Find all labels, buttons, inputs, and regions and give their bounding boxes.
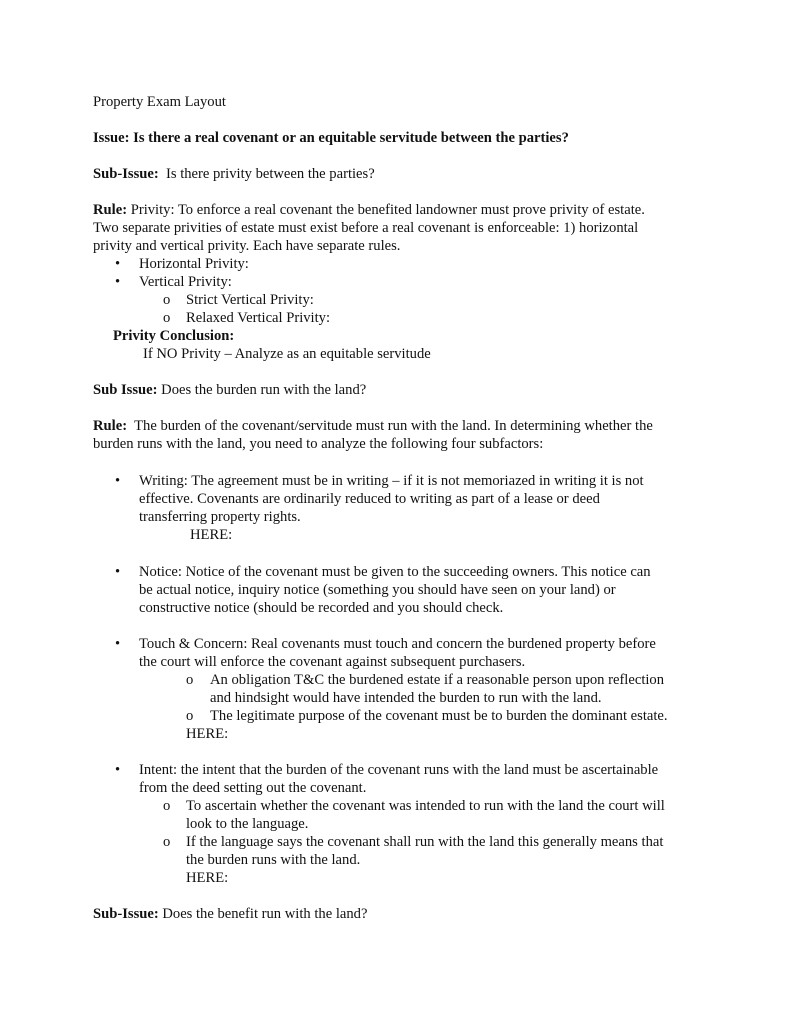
sub-issue-benefit-text: Does the benefit run with the land? [162,906,368,922]
intent-line-2: from the deed setting out the covenant. [139,780,367,796]
bullet-icon: • [115,762,121,778]
intent-line-1: Intent: the intent that the burden of the covenant runs with the land must be ascertainable [139,762,659,778]
intent-here: HERE: [186,870,229,886]
circle-bullet-icon: o [186,672,194,688]
sub-issue-privity-text: Is there privity between the parties? [166,166,375,182]
rule-burden-text-1: The burden of the covenant/servitude must run with the land. In determining whether the [134,418,653,434]
intent-sub-1-line-2: look to the language. [186,816,309,832]
circle-bullet-icon: o [163,798,171,814]
notice-line-2: be actual notice, inquiry notice (something you should have seen on your land) or [139,582,616,598]
writing-line-2: effective. Covenants are ordinarily reduced to writing as part of a lease or deed [139,491,600,507]
sub-issue-privity-label: Sub-Issue: [93,166,159,182]
issue-text: Issue: Is there a real covenant or an equitable servitude between the parties? [93,130,569,146]
sub-issue-benefit [93,905,367,923]
sub-issue-privity [93,165,375,183]
sub-issue-benefit-label: Sub-Issue: [93,906,159,922]
privity-conclusion-text: If NO Privity – Analyze as an equitable servitude [143,346,431,362]
circle-bullet-icon: o [163,292,171,308]
rule-privity-label: Rule: [93,202,128,218]
intent-sub-2-line-1: If the language says the covenant shall run with the land this generally means that [186,834,664,850]
sub-bullet-strict-vertical: Strict Vertical Privity: [186,292,314,308]
privity-conclusion-heading: Privity Conclusion: [113,328,235,344]
touch-concern-line-2: the court will enforce the covenant against subsequent purchasers. [139,654,526,670]
bullet-icon: • [115,473,121,489]
notice-line-1: Notice: Notice of the covenant must be given to the succeeding owners. This notice can [139,564,651,580]
circle-bullet-icon: o [163,310,171,326]
sub-issue-burden-text: Does the burden run with the land? [161,382,367,398]
touch-concern-sub-1-line-2: and hindsight would have intended the burden to run with the land. [210,690,602,706]
intent-sub-2-line-2: the burden runs with the land. [186,852,361,868]
sub-bullet-relaxed-vertical: Relaxed Vertical Privity: [186,310,331,326]
touch-concern-sub-2-line-1: The legitimate purpose of the covenant must be to burden the dominant estate. [210,708,668,724]
notice-line-3: constructive notice (should be recorded and you should check. [139,600,504,616]
writing-line-3: transferring property rights. [139,509,301,525]
bullet-icon: • [115,636,121,652]
circle-bullet-icon: o [163,834,171,850]
bullet-vertical-privity: Vertical Privity: [139,274,232,290]
touch-concern-line-1: Touch & Concern: Real covenants must touch and concern the burdened property before [139,636,656,652]
privity-conclusion-label [113,327,234,345]
touch-concern-here: HERE: [186,726,229,742]
rule-privity-text-1: Privity: To enforce a real covenant the benefited landowner must prove privity of estate. [130,202,645,218]
rule-privity-line-3: privity and vertical privity. Each have separate rules. [93,238,401,254]
rule-privity-line-1 [93,201,645,219]
writing-line-1: Writing: The agreement must be in writing – if it is not memoriazed in writing it is not [139,473,644,489]
rule-privity-line-2: Two separate privities of estate must exist before a real covenant is enforceable: 1) horizontal [93,220,639,236]
rule-burden-label: Rule: [93,418,128,434]
bullet-horizontal-privity: Horizontal Privity: [139,256,249,272]
bullet-icon: • [115,564,121,580]
bullet-icon: • [115,274,121,290]
rule-burden-line-2: burden runs with the land, you need to analyze the following four subfactors: [93,436,544,452]
writing-here: HERE: [190,527,233,543]
issue-heading [93,129,569,147]
rule-burden-line-1 [93,417,653,435]
bullet-icon: • [115,256,121,272]
touch-concern-sub-1-line-1: An obligation T&C the burdened estate if a reasonable person upon reflection [210,672,665,688]
circle-bullet-icon: o [186,708,194,724]
intent-sub-1-line-1: To ascertain whether the covenant was intended to run with the land the court will [186,798,665,814]
sub-issue-burden-label: Sub Issue: [93,382,158,398]
sub-issue-burden [93,381,366,399]
document-title: Property Exam Layout [93,94,226,110]
